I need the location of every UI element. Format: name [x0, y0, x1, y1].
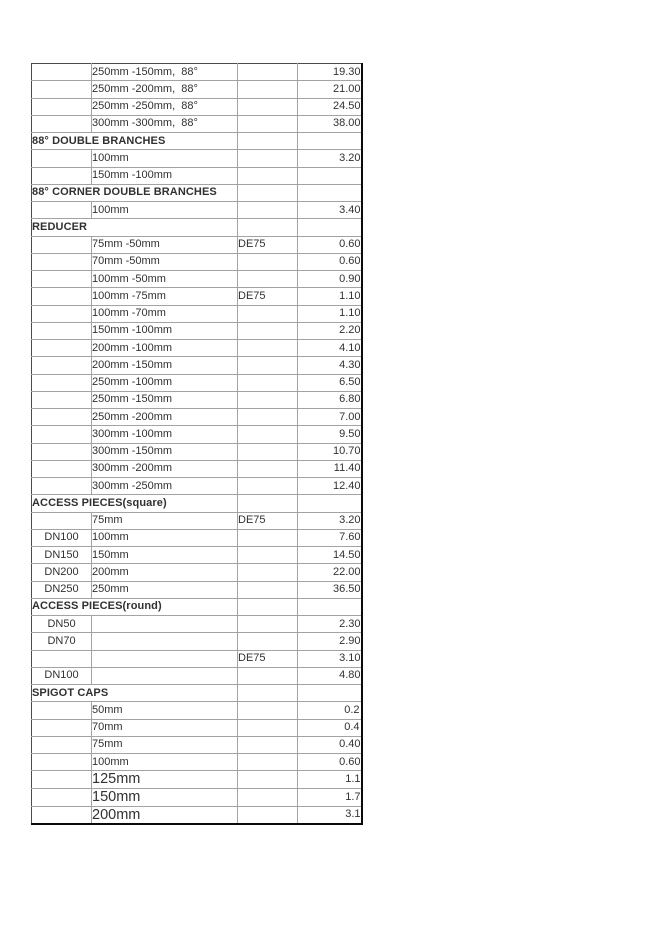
price-cell: 4.30: [298, 357, 362, 374]
dn-cell: [32, 736, 92, 753]
marker-cell: [238, 581, 298, 598]
dn-cell: [32, 322, 92, 339]
size-cell: 75mm: [92, 512, 238, 529]
size-cell: 200mm -150mm: [92, 357, 238, 374]
dn-cell: [32, 512, 92, 529]
price-cell: 2.90: [298, 633, 362, 650]
price-cell: [298, 167, 362, 184]
size-cell: 200mm: [92, 564, 238, 581]
section-header-cell: 88° DOUBLE BRANCHES: [32, 133, 238, 150]
dn-cell: [32, 478, 92, 495]
section-header-cell: SPIGOT CAPS: [32, 685, 238, 702]
table-row: [32, 64, 362, 81]
dn-cell: DN200: [32, 564, 92, 581]
size-cell: [92, 633, 238, 650]
dn-cell: [32, 357, 92, 374]
marker-cell: [238, 702, 298, 719]
marker-cell: DE75: [238, 650, 298, 667]
marker-cell: [238, 564, 298, 581]
marker-cell: [238, 667, 298, 684]
marker-cell: [238, 202, 298, 219]
dn-cell: [32, 443, 92, 460]
marker-cell: [238, 271, 298, 288]
section-header-row: [32, 133, 362, 150]
table-row: [32, 633, 362, 650]
dn-cell: [32, 409, 92, 426]
table-row: [32, 409, 362, 426]
size-cell: 100mm: [92, 202, 238, 219]
price-cell: 36.50: [298, 581, 362, 598]
marker-cell: [238, 357, 298, 374]
table-row: [32, 202, 362, 219]
table-row: [32, 719, 362, 736]
price-cell: [298, 133, 362, 150]
price-cell: 14.50: [298, 547, 362, 564]
table-row: [32, 806, 362, 824]
size-cell: 150mm -100mm: [92, 322, 238, 339]
size-cell: 300mm -200mm: [92, 460, 238, 477]
marker-cell: [238, 184, 298, 201]
dn-cell: [32, 702, 92, 719]
dn-cell: [32, 806, 92, 824]
price-cell: 7.60: [298, 529, 362, 546]
marker-cell: [238, 219, 298, 236]
size-cell: 70mm: [92, 719, 238, 736]
size-cell: 125mm: [92, 771, 238, 789]
dn-cell: [32, 426, 92, 443]
price-cell: [298, 495, 362, 512]
price-cell: [298, 184, 362, 201]
marker-cell: [238, 133, 298, 150]
dn-cell: [32, 253, 92, 270]
dn-cell: [32, 167, 92, 184]
size-cell: [92, 667, 238, 684]
marker-cell: [238, 460, 298, 477]
price-cell: 1.7: [298, 789, 362, 807]
price-cell: 0.60: [298, 754, 362, 771]
size-cell: 150mm: [92, 547, 238, 564]
dn-cell: DN50: [32, 616, 92, 633]
price-cell: [298, 598, 362, 615]
dn-cell: [32, 81, 92, 98]
price-cell: 11.40: [298, 460, 362, 477]
dn-cell: [32, 789, 92, 807]
dn-cell: [32, 98, 92, 115]
table-row: [32, 374, 362, 391]
marker-cell: [238, 598, 298, 615]
size-cell: 300mm -150mm: [92, 443, 238, 460]
marker-cell: [238, 322, 298, 339]
table-row: [32, 667, 362, 684]
marker-cell: [238, 409, 298, 426]
size-cell: 100mm: [92, 754, 238, 771]
price-cell: 4.10: [298, 340, 362, 357]
marker-cell: DE75: [238, 512, 298, 529]
marker-cell: DE75: [238, 236, 298, 253]
price-cell: 3.10: [298, 650, 362, 667]
price-cell: 4.80: [298, 667, 362, 684]
table-row: [32, 547, 362, 564]
marker-cell: [238, 754, 298, 771]
section-header-cell: 88° CORNER DOUBLE BRANCHES: [32, 184, 238, 201]
marker-cell: [238, 478, 298, 495]
size-cell: [92, 616, 238, 633]
marker-cell: [238, 771, 298, 789]
price-cell: 0.90: [298, 271, 362, 288]
table-row: [32, 650, 362, 667]
dn-cell: [32, 305, 92, 322]
dn-cell: [32, 771, 92, 789]
price-cell: 1.10: [298, 288, 362, 305]
size-cell: 75mm: [92, 736, 238, 753]
marker-cell: [238, 736, 298, 753]
size-cell: 250mm -150mm, 88°: [92, 64, 238, 81]
dn-cell: [32, 460, 92, 477]
table-row: [32, 150, 362, 167]
table-row: [32, 478, 362, 495]
marker-cell: [238, 547, 298, 564]
dn-cell: [32, 202, 92, 219]
price-cell: 19.30: [298, 64, 362, 81]
table-row: [32, 357, 362, 374]
marker-cell: [238, 495, 298, 512]
table-row: [32, 305, 362, 322]
size-cell: 250mm: [92, 581, 238, 598]
price-cell: 24.50: [298, 98, 362, 115]
dn-cell: [32, 150, 92, 167]
table-row: [32, 443, 362, 460]
price-cell: 10.70: [298, 443, 362, 460]
price-cell: 0.60: [298, 253, 362, 270]
table-row: [32, 115, 362, 132]
size-cell: 100mm: [92, 150, 238, 167]
marker-cell: DE75: [238, 288, 298, 305]
price-cell: 6.50: [298, 374, 362, 391]
dn-cell: DN150: [32, 547, 92, 564]
dn-cell: DN100: [32, 667, 92, 684]
size-cell: 150mm -100mm: [92, 167, 238, 184]
dn-cell: [32, 650, 92, 667]
marker-cell: [238, 391, 298, 408]
marker-cell: [238, 616, 298, 633]
section-header-row: [32, 685, 362, 702]
size-cell: 300mm -100mm: [92, 426, 238, 443]
dn-cell: [32, 115, 92, 132]
table-row: [32, 253, 362, 270]
size-cell: 100mm -50mm: [92, 271, 238, 288]
price-cell: 3.1: [298, 806, 362, 824]
price-cell: 0.60: [298, 236, 362, 253]
table-row: [32, 288, 362, 305]
table-row: [32, 271, 362, 288]
section-header-row: [32, 184, 362, 201]
table-row: [32, 426, 362, 443]
size-cell: 200mm: [92, 806, 238, 824]
table-row: [32, 771, 362, 789]
marker-cell: [238, 806, 298, 824]
price-cell: 3.20: [298, 150, 362, 167]
dn-cell: [32, 340, 92, 357]
price-cell: 38.00: [298, 115, 362, 132]
marker-cell: [238, 305, 298, 322]
marker-cell: [238, 150, 298, 167]
price-cell: 2.30: [298, 616, 362, 633]
size-cell: 150mm: [92, 789, 238, 807]
size-cell: 75mm -50mm: [92, 236, 238, 253]
table-row: [32, 322, 362, 339]
table-row: [32, 512, 362, 529]
price-cell: 1.1: [298, 771, 362, 789]
dn-cell: [32, 374, 92, 391]
size-cell: [92, 650, 238, 667]
price-cell: 0.40: [298, 736, 362, 753]
dn-cell: [32, 271, 92, 288]
price-cell: 1.10: [298, 305, 362, 322]
price-cell: 22.00: [298, 564, 362, 581]
marker-cell: [238, 789, 298, 807]
price-cell: 2.20: [298, 322, 362, 339]
table-row: [32, 754, 362, 771]
table-body: [32, 64, 362, 825]
marker-cell: [238, 633, 298, 650]
marker-cell: [238, 374, 298, 391]
marker-cell: [238, 253, 298, 270]
table-row: [32, 616, 362, 633]
section-header-row: [32, 219, 362, 236]
marker-cell: [238, 719, 298, 736]
dn-cell: [32, 719, 92, 736]
size-cell: 250mm -100mm: [92, 374, 238, 391]
marker-cell: [238, 340, 298, 357]
dn-cell: [32, 754, 92, 771]
dn-cell: [32, 236, 92, 253]
price-cell: [298, 685, 362, 702]
size-cell: 250mm -150mm: [92, 391, 238, 408]
table-row: [32, 736, 362, 753]
price-cell: 9.50: [298, 426, 362, 443]
dn-cell: [32, 288, 92, 305]
table-row: [32, 391, 362, 408]
marker-cell: [238, 167, 298, 184]
section-header-cell: ACCESS PIECES(square): [32, 495, 238, 512]
table-row: [32, 581, 362, 598]
table-row: [32, 789, 362, 807]
marker-cell: [238, 529, 298, 546]
table-row: [32, 98, 362, 115]
marker-cell: [238, 685, 298, 702]
price-cell: 12.40: [298, 478, 362, 495]
marker-cell: [238, 115, 298, 132]
table-row: [32, 460, 362, 477]
section-header-row: [32, 598, 362, 615]
table-row: [32, 81, 362, 98]
table-row: [32, 529, 362, 546]
size-cell: 250mm -200mm: [92, 409, 238, 426]
table-row: [32, 167, 362, 184]
price-cell: 21.00: [298, 81, 362, 98]
marker-cell: [238, 64, 298, 81]
price-cell: 0.2: [298, 702, 362, 719]
size-cell: 300mm -250mm: [92, 478, 238, 495]
dn-cell: DN70: [32, 633, 92, 650]
table-row: [32, 564, 362, 581]
section-header-cell: REDUCER: [32, 219, 238, 236]
size-cell: 250mm -250mm, 88°: [92, 98, 238, 115]
price-cell: 3.40: [298, 202, 362, 219]
size-cell: 300mm -300mm, 88°: [92, 115, 238, 132]
table-row: [32, 702, 362, 719]
table-row: [32, 340, 362, 357]
price-cell: 7.00: [298, 409, 362, 426]
section-header-row: [32, 495, 362, 512]
dn-cell: DN100: [32, 529, 92, 546]
price-cell: 0.4: [298, 719, 362, 736]
size-cell: 100mm: [92, 529, 238, 546]
dn-cell: DN250: [32, 581, 92, 598]
dn-cell: [32, 64, 92, 81]
price-cell: 6.80: [298, 391, 362, 408]
marker-cell: [238, 98, 298, 115]
size-cell: 250mm -200mm, 88°: [92, 81, 238, 98]
section-header-cell: ACCESS PIECES(round): [32, 598, 238, 615]
price-cell: 3.20: [298, 512, 362, 529]
size-cell: 200mm -100mm: [92, 340, 238, 357]
price-cell: [298, 219, 362, 236]
price-table: [31, 63, 363, 825]
table-row: [32, 236, 362, 253]
size-cell: 50mm: [92, 702, 238, 719]
price-table-grid: [31, 63, 363, 825]
dn-cell: [32, 391, 92, 408]
marker-cell: [238, 426, 298, 443]
size-cell: 70mm -50mm: [92, 253, 238, 270]
size-cell: 100mm -75mm: [92, 288, 238, 305]
size-cell: 100mm -70mm: [92, 305, 238, 322]
marker-cell: [238, 443, 298, 460]
marker-cell: [238, 81, 298, 98]
